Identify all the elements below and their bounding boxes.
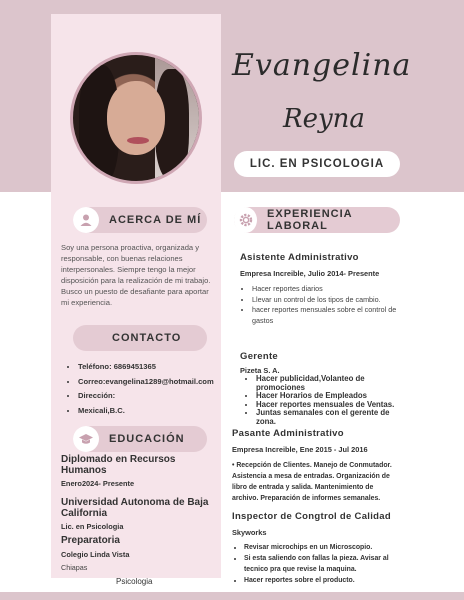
education-detail: Lic. en Psicologia xyxy=(61,522,124,531)
job-company: Skyworks xyxy=(232,528,267,537)
footer-label: Psicologia xyxy=(116,577,153,586)
gear-icon xyxy=(234,207,257,233)
contact-address: • Mexicali,B.C. xyxy=(78,404,214,419)
education-entry xyxy=(61,535,211,559)
job-bullet: • Hacer reportes sobre el producto. xyxy=(244,575,400,586)
job-company: Empresa Increible, Ene 2015 - Jul 2016 xyxy=(232,445,368,454)
contact-heading-label: CONTACTO xyxy=(112,332,182,344)
job-entry xyxy=(240,252,400,326)
job-title: Gerente xyxy=(240,351,279,362)
job-bullet: • Revisar microchips en un Microscopio. xyxy=(244,542,400,553)
education-heading xyxy=(73,426,207,452)
education-detail: Enero2024- Presente xyxy=(61,479,135,488)
education-entry xyxy=(61,454,211,488)
job-entry xyxy=(232,511,400,586)
education-title: Universidad Autonoma de Baja California xyxy=(61,497,209,519)
job-bullet: • Hacer reportes mensuales de Ventas. xyxy=(256,401,400,410)
contact-address-label: • Dirección: xyxy=(78,389,214,404)
education-entry xyxy=(61,497,211,531)
contact-list xyxy=(62,360,214,418)
education-title: Diplomado en Recursos Humanos xyxy=(61,454,176,476)
education-heading-label: EDUCACIÓN xyxy=(109,433,185,445)
profile-photo xyxy=(70,52,202,184)
job-title: Pasante Administrativo xyxy=(232,428,344,439)
graduation-cap-icon xyxy=(73,426,99,452)
job-bullet: • Si esta saliendo con fallas la pieza. Avisar al tecnico pra que revise la maquina. xyxy=(244,553,400,575)
footer-band xyxy=(0,592,464,600)
education-location: Chiapas xyxy=(61,563,88,572)
first-name: Evangelina xyxy=(232,48,412,83)
job-description: • Recepción de Clientes. Manejo de Conmutador. Asistencia a mesa de entradas. Organización de libro de entrada y salida. Mantenimiento de archivo. Preparación de informes semanales. xyxy=(232,462,392,502)
job-bullet: • Juntas semanales con el gerente de zona. xyxy=(256,409,400,426)
last-name: Reyna xyxy=(283,104,365,134)
contact-email: • Correo:evangelina1289@hotmail.com xyxy=(78,375,214,390)
job-bullet: • hacer reportes mensuales sobre el control de gastos xyxy=(252,305,400,326)
experience-heading xyxy=(234,207,400,233)
job-bullet: • Hacer Horarios de Empleados xyxy=(256,392,400,401)
job-bullet: • Llevar un control de los tipos de cambio. xyxy=(252,295,400,306)
contact-phone: • Teléfono: 6869451365 xyxy=(78,360,214,375)
contact-heading xyxy=(73,325,207,351)
job-entry xyxy=(240,351,400,427)
job-title: Inspector de Congtrol de Calidad xyxy=(232,511,391,522)
about-text: Soy una persona proactiva, organizada y responsable, con buenas relaciones interpersonales. Siempre tengo la mejor disposición para la realización de mi trabajo. Busco un puesto de desafiante para aportar mi experiencia. xyxy=(61,243,211,307)
person-icon xyxy=(73,207,99,233)
job-entry xyxy=(232,428,400,504)
job-bullet: • Hacer publicidad,Volanteo de promociones xyxy=(256,375,400,392)
job-title: Asistente Administrativo xyxy=(240,252,359,263)
about-heading xyxy=(73,207,207,233)
job-bullet: • Hacer reportes diarios xyxy=(252,284,400,295)
job-company: Empresa Increible, Julio 2014- Presente xyxy=(240,269,380,278)
job-title-badge: LIC. EN PSICOLOGIA xyxy=(234,151,400,177)
education-detail: Colegio Linda Vista xyxy=(61,550,130,559)
job-company: Pizeta S. A. xyxy=(240,366,280,375)
experience-heading-label: EXPERIENCIA LABORAL xyxy=(267,208,353,232)
about-heading-label: ACERCA DE MÍ xyxy=(109,214,202,226)
education-title: Preparatoria xyxy=(61,535,120,546)
